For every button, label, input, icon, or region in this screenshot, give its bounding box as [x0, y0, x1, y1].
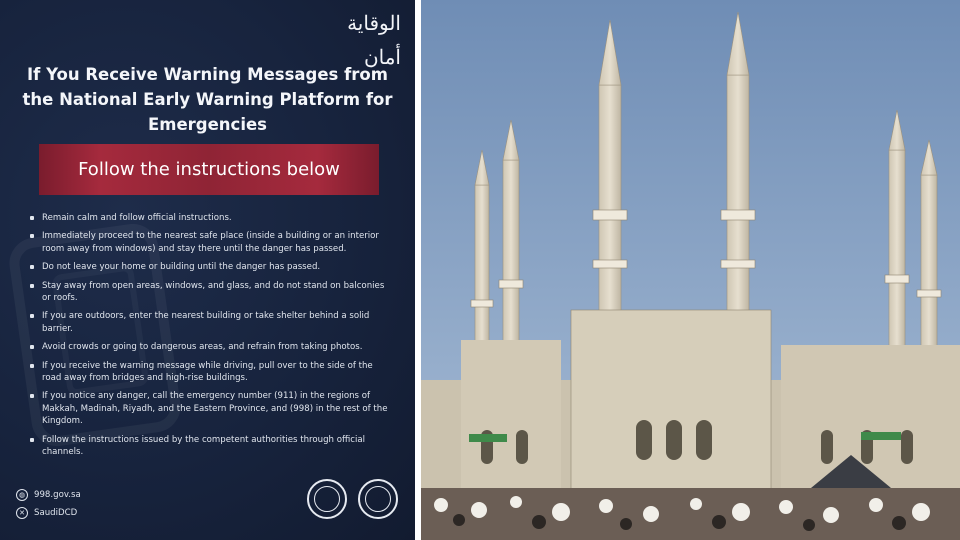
list-item: Immediately proceed to the nearest safe place (inside a building or an interior room away from windows) and stay there until the danger has passed.: [28, 230, 390, 255]
list-item: If you receive the warning message while driving, pull over to the side of the road away from bridges and high-rise buildings.: [28, 360, 390, 385]
brand-logo: الوقاية أمان: [347, 11, 401, 69]
list-item: Follow the instructions issued by the competent authorities through official channels.: [28, 434, 390, 459]
minarets-illustration: [421, 0, 960, 540]
list-item: Do not leave your home or building until the danger has passed.: [28, 261, 390, 273]
social-label: SaudiDCD: [34, 508, 78, 518]
website-contact[interactable]: [16, 489, 81, 501]
warning-infographic: [0, 0, 415, 540]
list-item: If you notice any danger, call the emergency number (911) in the regions of Makkah, Madinah, Riyadh, and the Eastern Province, and (998) in the rest of the Kingdom.: [28, 390, 390, 427]
x-icon: ✕: [16, 507, 28, 519]
list-item: If you are outdoors, enter the nearest building or take shelter behind a solid barrier.: [28, 310, 390, 335]
ministry-emblem-icon: [358, 479, 398, 519]
social-contact[interactable]: [16, 507, 77, 519]
list-item: Stay away from open areas, windows, and glass, and do not stand on balconies or roofs.: [28, 280, 390, 305]
infographic-title: If You Receive Warning Messages from the National Early Warning Platform for Emergencies: [22, 65, 393, 134]
instructions-banner: Follow the instructions below: [39, 144, 379, 195]
instructions-list: [28, 212, 390, 465]
list-item: Avoid crowds or going to dangerous areas, and refrain from taking photos.: [28, 341, 390, 353]
website-label: 998.gov.sa: [34, 490, 81, 500]
list-item: Remain calm and follow official instructions.: [28, 212, 390, 224]
globe-icon: ◍: [16, 489, 28, 501]
mosque-photo: [421, 0, 960, 540]
civil-defense-emblem-icon: [307, 479, 347, 519]
